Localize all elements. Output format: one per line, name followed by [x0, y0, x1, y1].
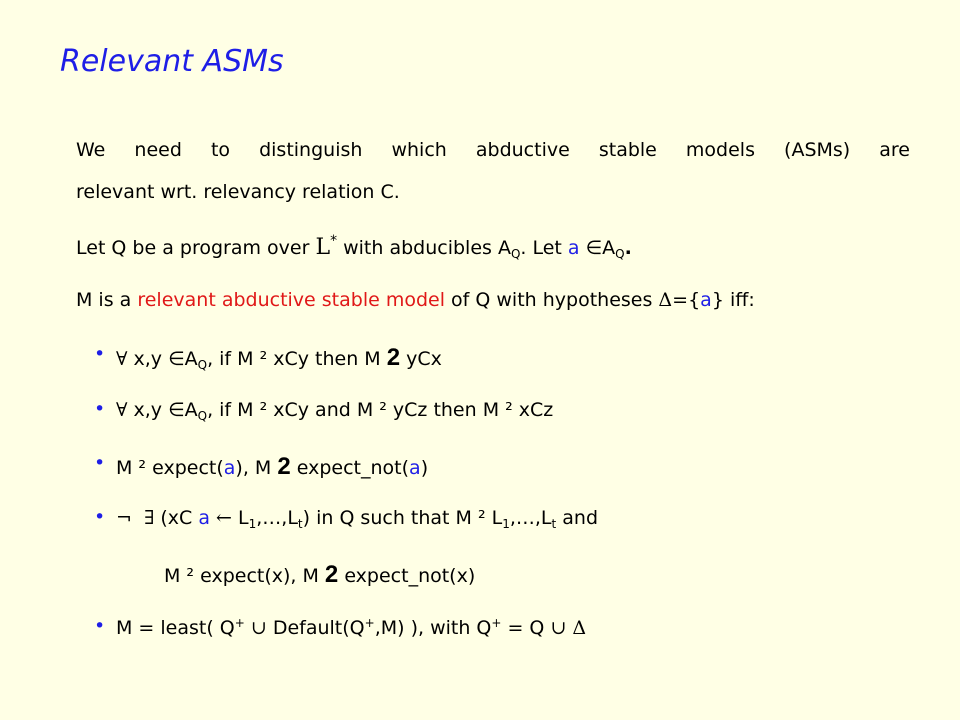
- intro-line-2: relevant wrt. relevancy relation C.: [76, 181, 400, 203]
- bullet-marker: •: [94, 343, 106, 365]
- bullet-marker: •: [94, 615, 106, 637]
- bullet-marker: •: [94, 452, 106, 474]
- condition-least-model: M = least( Q+ ∪ Default(Q+,M) ), with Q+ = Q ∪ Δ: [116, 616, 587, 639]
- intro-line-1: We need to distinguish which abductive stable models (ASMs) are: [76, 139, 910, 161]
- condition-asymmetry: ∀ x,y $\in A_Q$, if M ² xCy then M 2 yCx: [116, 344, 442, 372]
- condition-transitivity: ∀ x,y $\in A_Q$, if M ² xCy and M ² yCz then M ² xCz: [116, 399, 554, 423]
- slide-title: Relevant ASMs: [60, 44, 284, 79]
- condition-no-rule: ¬ ∃ (xC a ← $L_1,\dots,L_t$) in Q such that M ² $L_1,\dots,L_t$ and: [116, 507, 599, 531]
- let-q-line: Let Q be a program over L* with abducibles $A_Q$. Let a $\in A_Q$.: [76, 233, 632, 261]
- relevant-asm-term: relevant abductive stable model: [137, 289, 445, 311]
- bullet-marker: •: [94, 506, 106, 528]
- m-definition-line: M is a relevant abductive stable model of Q with hypotheses Δ={a} iff:: [76, 289, 755, 311]
- bullet-marker: •: [94, 398, 106, 420]
- condition-no-rule-continuation: M ² expect(x), M 2 expect_not(x): [164, 561, 476, 588]
- condition-expect: M ² expect(a), M 2 expect_not(a): [116, 453, 429, 480]
